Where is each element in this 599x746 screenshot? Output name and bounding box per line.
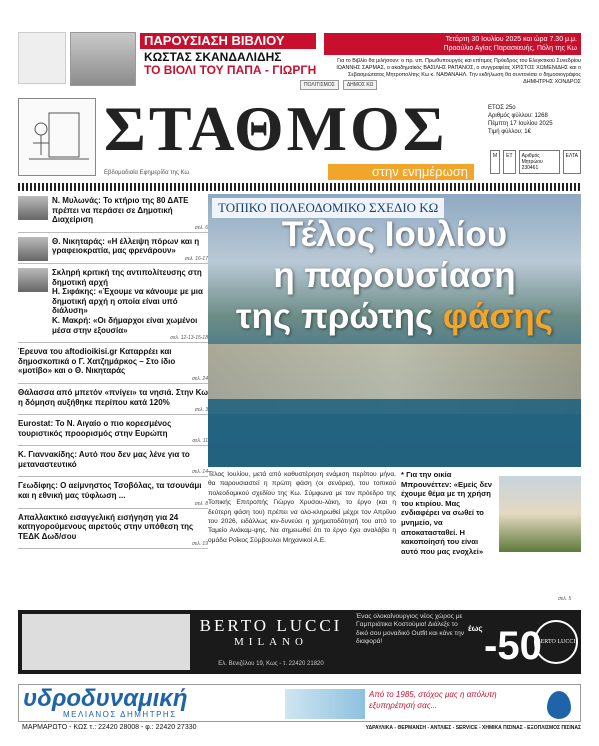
issue-date: Πέμπτη 17 Ιουλίου 2025 bbox=[488, 121, 553, 127]
ad2-slogan: Από το 1985, στόχος μας η απόλυτη εξυπηρέτησή σας... bbox=[369, 690, 497, 710]
sidebar-headline: Θάλασσα από μπετόν «πνίγει» τα νησιά. Στην Κω η δόμηση αυξήθηκε περίπου κατά 120% bbox=[18, 387, 209, 407]
issue-sheet: Αριθμός φύλλου: 1268 bbox=[488, 113, 548, 119]
hero-story[interactable] bbox=[208, 194, 581, 467]
ad2-brand: υδροδυναμική bbox=[23, 685, 188, 712]
masthead-title[interactable]: ΣΤΑΘΜΟΣ bbox=[104, 93, 448, 164]
ad2-services: ΥΔΡΑΥΛΙΚΑ - ΘΕΡΜΑΝΣΗ - ΑΝΤΛΙΕΣ - SERVICE - ΧΗΜΙΚΑ ΠΙΣΙΝΑΣ - ΕΞΟΠΛΙΣΜΟΣ ΠΙΣΙΝΑΣ bbox=[365, 725, 581, 731]
water-drop-icon bbox=[547, 691, 571, 719]
promo-date-line1: Τετάρτη 30 Ιουλίου 2025 και ώρα 7.30 μ.μ. bbox=[445, 36, 577, 43]
book-promo[interactable] bbox=[18, 30, 581, 92]
ad2-phones: ΜΑΡΜΑΡΩΤΟ - ΚΩΣ τ.: 22420 28008 - φ.: 22420 27330 bbox=[22, 724, 197, 731]
hero-line-2: η παρουσίαση bbox=[273, 256, 516, 295]
promo-sponsor-logos bbox=[300, 80, 377, 90]
author-photo bbox=[70, 32, 136, 86]
sidebar-headline: Ν. Μυλωνάς: Το κτήριο της 80 ΔΑΤΕ πρέπει να περάσει σε Δημοτική Διαχείριση bbox=[52, 196, 189, 225]
sidebar-item[interactable] bbox=[18, 194, 208, 233]
sidebar-item[interactable] bbox=[18, 266, 208, 343]
sidebar-page: σελ. 12-13-15-18 bbox=[170, 335, 208, 342]
sidebar-thumbnail bbox=[18, 237, 48, 261]
sidebar-page: σελ. 11 bbox=[192, 438, 208, 445]
water-splash-image bbox=[285, 689, 365, 719]
masthead-rule bbox=[18, 183, 581, 191]
sidebar-headline: Απαλλακτικό εισαγγελική εισήγηση για 24 κατηγορούμενους αιρετούς στην υπόθεση της ΤΕΔΚ Δωδ/σου bbox=[18, 512, 194, 541]
hero-line-3 bbox=[208, 296, 581, 337]
sidebar-page: σελ. 8 bbox=[194, 500, 208, 507]
brunetten-quote: * Για την οικία Μπρουνέττεν: «Εμείς δεν έχουμε θέμα με τη χρήση του κτιρίου. Μας ενδιαφέρει να σωθεί το μνημείο, να αποκατασταθεί. Η κακοποίησή του είναι αυτό που μας ενοχλεί» bbox=[401, 470, 492, 556]
sidebar-page: σελ. 3 bbox=[194, 407, 208, 414]
sidebar-item[interactable] bbox=[18, 417, 208, 446]
ad-brand: BERTO LUCCI bbox=[199, 616, 343, 635]
sidebar-page: σελ. 19 bbox=[191, 541, 208, 548]
masthead-weekly: Εβδομαδιαία Εφημερίδα της Κω bbox=[104, 170, 190, 176]
promo-book-title: ΤΟ ΒΙΟΛΙ ΤΟΥ ΠΑΠΑ - ΓΙΩΡΓΗ bbox=[144, 63, 317, 77]
hero-line-3b: φάσης bbox=[442, 297, 553, 336]
sidebar-page: σελ. 6 bbox=[194, 224, 208, 231]
sidebar-page: σελ. 16-17 bbox=[184, 255, 208, 262]
badge-et: ΕΤ bbox=[503, 150, 515, 174]
masthead-tagline: στην ενημέρωση bbox=[328, 164, 474, 180]
issue-info bbox=[488, 104, 581, 136]
sidebar-headlines bbox=[18, 194, 208, 551]
store-front-photo bbox=[22, 614, 190, 670]
sidebar-item[interactable] bbox=[18, 235, 208, 264]
hero-body: Τέλος Ιουλίου, μετά από καθυστέρηση ενάμιση περίπου μήνα. θα παρουσιαστεί η πρώτη φάση (οι σενάρια), του τοπικού πολεοδομικού σχεδίου της Κω. Σύμφωνα με τον πρόεδρο της Τοπικής Επιτροπής Γιώργο Χρυσου-λάκη, το έργο (και η δεύτερη φάση του) πρέπει να ολο-κληρωθεί μέχρι τον Απρίλιο του 2026, ειδάλλως κιν-δυνεύει η χρηματοδότησή του από το Ταμείο Ανάκαμ-ψης. Να σημειωθεί ότι το έργο έχει αναλάβει η ομάδα Ροΐκος Σύμβουλοι Μηχανικοί Α.Ε. bbox=[208, 471, 396, 544]
hero-photo-sea bbox=[208, 399, 581, 467]
sidebar-page: σελ. 24 bbox=[191, 375, 208, 382]
sidebar-item[interactable] bbox=[18, 345, 208, 384]
masthead bbox=[18, 92, 581, 182]
ad-city: MILANO bbox=[234, 636, 308, 648]
hero-category: ΤΟΠΙΚΟ ΠΟΛΕΟΔΟΜΙΚΟ ΣΧΕΔΙΟ ΚΩ bbox=[212, 198, 444, 218]
ad-address: Ελ. Βενιζέλου 19, Κως - τ. 22420 21820 bbox=[218, 661, 324, 667]
sidebar-headline: Eurostat: Το Ν. Αιγαίο ο πιο κορεσμένος τουριστικός προορισμός στην Ευρώπη bbox=[18, 419, 172, 438]
hero-line-3a: της πρώτης bbox=[236, 297, 443, 336]
sidebar-headline: Θ. Νικηταράς: «Η έλλειψη πόρων και η γραφειοκρατία, μας φρενάρουν» bbox=[52, 236, 200, 256]
sidebar-page: σελ. 14 bbox=[191, 469, 208, 476]
sidebar-headline: Γεωδίφης: Ο αείμνηστος Τσοβόλας, τα τσουνάμι και η εθνική μας τύφλωση ... bbox=[18, 481, 202, 501]
hero-line-1: Τέλος Ιουλίου bbox=[281, 215, 508, 254]
ad2-owner: ΜΕΛΙΑΝΟΣ ΔΗΜΗΤΡΗΣ bbox=[63, 710, 177, 719]
sidebar-headline: Σκληρή κριτική της αντιπολίτευσης στη δημοτική αρχή bbox=[52, 267, 202, 287]
berto-lucci-ad[interactable] bbox=[18, 610, 581, 674]
berto-logo: BERTO LUCCI bbox=[534, 620, 578, 664]
sidebar-headline: Κ. Μακρή: «Οι δήμαρχοι είναι χωμένοι μέσα στην εξουσία» bbox=[52, 315, 198, 335]
masthead-badges bbox=[490, 150, 581, 174]
sidebar-item[interactable] bbox=[18, 386, 208, 415]
sidebar-item[interactable] bbox=[18, 511, 208, 550]
issue-price: Τιμή φύλλου: 1€ bbox=[488, 129, 531, 135]
elta-logo: ΕΛΤΑ bbox=[563, 150, 581, 174]
promo-date bbox=[324, 33, 581, 55]
sidebar-headline: Έρευνα του aftodioikisi.gr Καταρρέει και δημοσκοπικά ο Γ. Χατζημάρκος – Στο ίδιο «μοτίβο» και ο Θ. Νικηταράς bbox=[18, 347, 176, 376]
masthead-illustration bbox=[18, 98, 96, 176]
sponsor-logo-1: ΠΟΛΙΤΙΣΜΟΣ bbox=[300, 80, 339, 90]
promo-banner: ΠΑΡΟΥΣΙΑΣΗ ΒΙΒΛΙΟΥ bbox=[140, 33, 316, 49]
sidebar-thumbnail bbox=[18, 196, 48, 220]
brunetten-page: σελ. 5 bbox=[558, 596, 572, 602]
sponsor-logo-2: ΔΗΜΟΣ ΚΩ bbox=[343, 80, 378, 90]
sidebar-thumbnail bbox=[18, 268, 48, 292]
book-cover-image bbox=[18, 32, 66, 84]
hero-headline bbox=[208, 214, 581, 337]
ad-discount: -50 bbox=[484, 624, 542, 668]
sidebar-headline: Κ. Γιαννακίδης: Αυτό που δεν μας λένε για το μεταναστευτικό bbox=[18, 450, 190, 469]
issue-year: ΕΤΟΣ 25ο bbox=[488, 105, 516, 111]
ad-text: Ένας ολοκαίνουργιος νέος χώρος με Γαμπριάτικα Κοστούμια! Διάλεξε το δικό σου μοναδικό Outfit και κάνε την διαφορά! bbox=[356, 613, 465, 646]
ydrodynamiki-ad[interactable] bbox=[18, 684, 581, 722]
badge-m: Μ bbox=[490, 150, 500, 174]
promo-details: Για το Βιβλίο θα μιλήσουν: ο πρ. υπ. Πρωθυπουργός και επίτιμος Πρόεδρος του Ελεγκτικού Συνεδρίου ΙΩΑΝΝΗΣ ΣΑΡΜΑΣ, ο ακαδημαϊκός ΒΑΣΙΛΗΣ ΡΑΠΑΝΟΣ, ο συγγραφέας ΧΡΙΣΤΟΣ ΧΩΜΕΝΙΔΗΣ και ο Σεβασμιώτατος Μητροπολίτης Κω κ. ΝΑΘΑΝΑΗΛ. Την εκδήλωση θα συντονίσει ο δημοσιογράφος ΔΗΜΗΤΡΗΣ ΧΟΝΔΡΟΣ bbox=[336, 58, 581, 85]
sidebar-item[interactable] bbox=[18, 479, 208, 508]
front-page bbox=[18, 30, 581, 731]
registry-number: Αριθμός Μητρώου 230461 bbox=[519, 150, 560, 174]
sidebar-item[interactable] bbox=[18, 448, 208, 477]
brunetten-photo bbox=[499, 476, 581, 552]
ad-discount-prefix: έως bbox=[468, 624, 483, 633]
promo-date-line2: Προαύλιο Αγίας Παρασκευής, Πόλη της Κω bbox=[443, 45, 577, 52]
promo-author: ΚΩΣΤΑΣ ΣΚΑΝΔΑΛΙΔΗΣ bbox=[144, 50, 282, 64]
sidebar-headline: Η. Σιφάκης: «Έχουμε να κάνουμε με μια δημοτική αρχή η οποία είναι υπό διάλυση» bbox=[52, 287, 203, 316]
